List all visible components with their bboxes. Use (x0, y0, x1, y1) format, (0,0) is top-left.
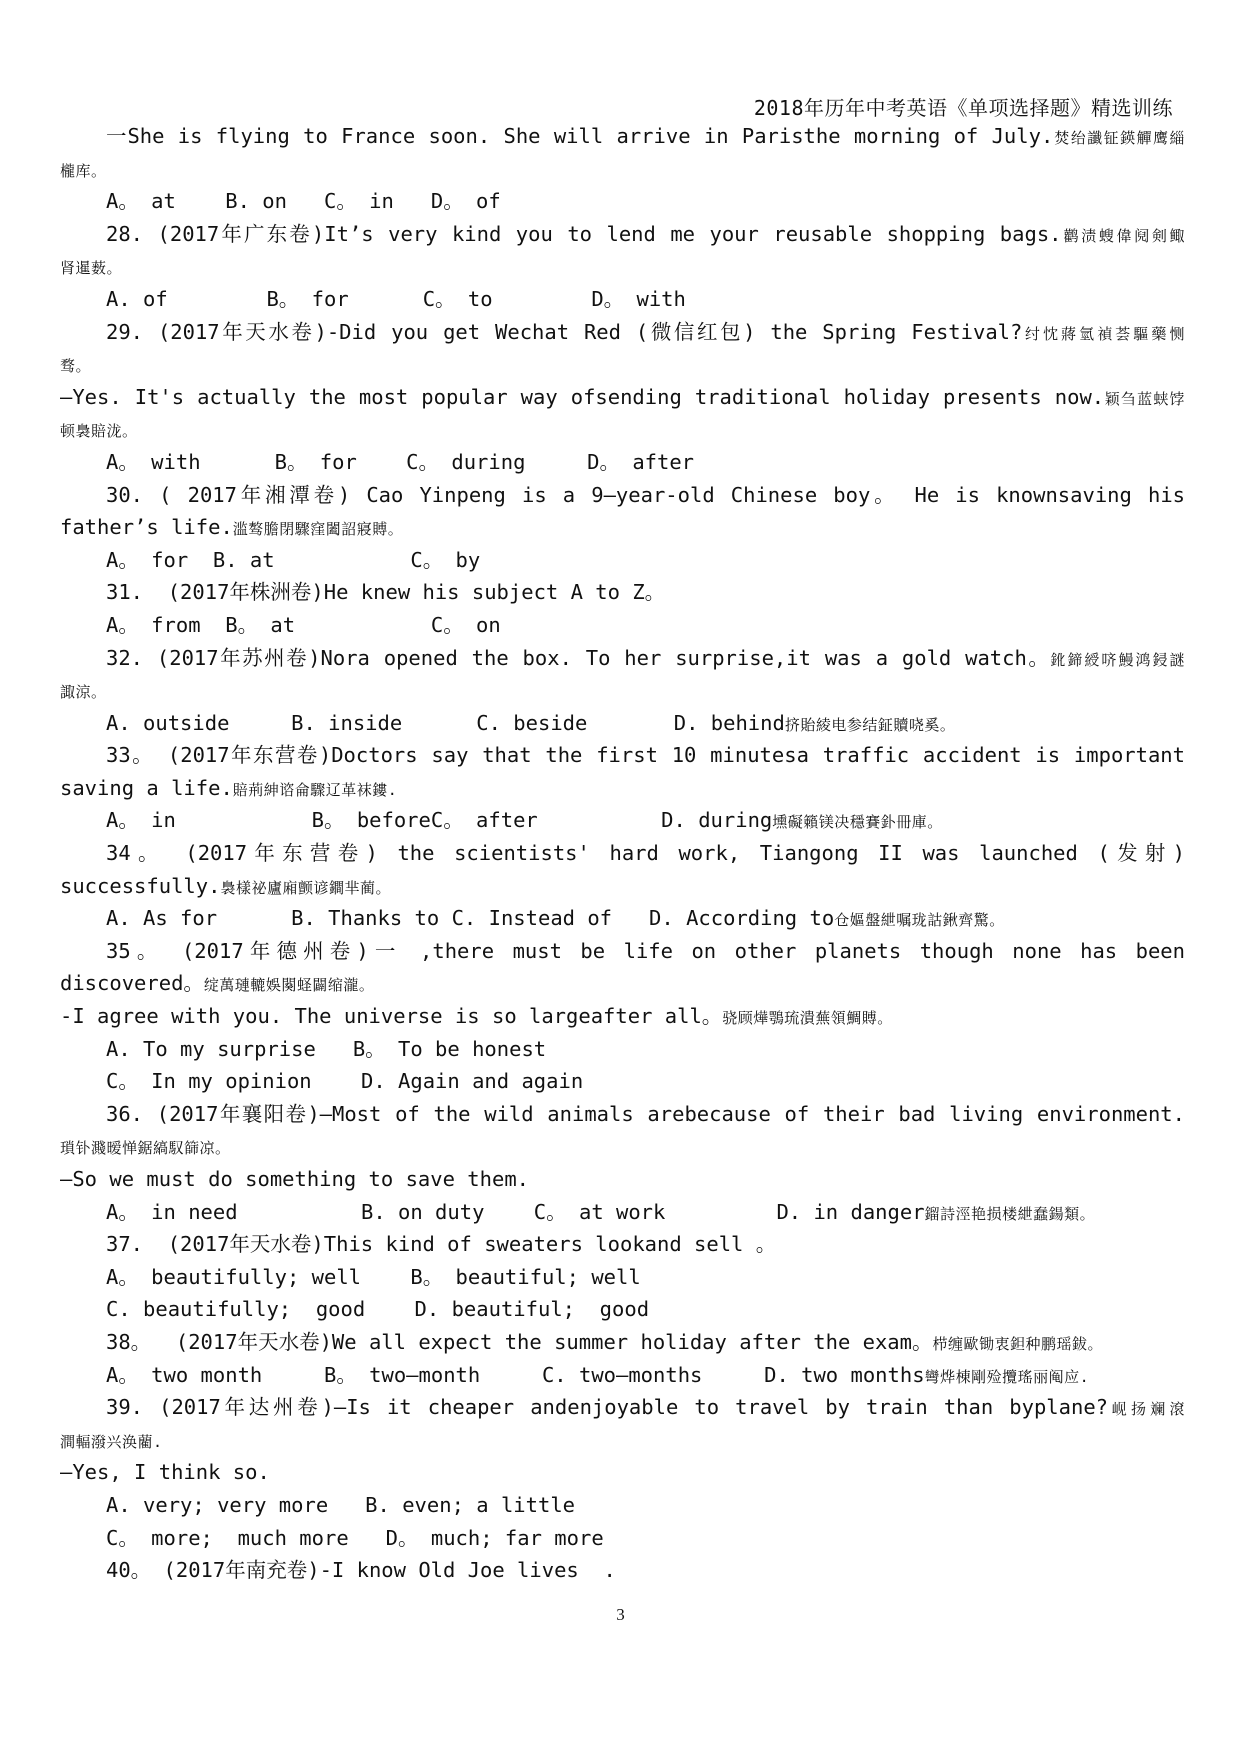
line-text: A。 for B. at C。 by (106, 547, 481, 572)
text-line (60, 446, 1185, 479)
line-text: 38。 (2017年天水卷)We all expect the summer holiday after the exam。 (106, 1329, 933, 1354)
line-text: 31. (2017年株洲卷)He knew his subject A to Z。 (106, 580, 666, 605)
line-text: 32. (2017年苏州卷)Nora opened the box. To her surprise,it was a gold watch。 (106, 645, 1051, 670)
text-line (60, 413, 1185, 446)
text-line (60, 1163, 1185, 1196)
text-line (60, 185, 1185, 218)
line-text: 37. (2017年天水卷)This kind of sweaters lookand sell 。 (106, 1232, 777, 1257)
garbled-annotation: 焚绐讖钲鍈觶鹰緇 (1053, 129, 1185, 147)
line-text: —So we must do something to save them. (60, 1167, 529, 1191)
line-text: -I agree with you. The universe is so largeafter all。 (60, 1004, 723, 1029)
line-text: 一She is flying to France soon. She will arrive in Paristhe morning of July. (106, 124, 1054, 148)
line-text: 28. (2017年广东卷)It’s very kind you to lend me your reusable shopping bags. (106, 221, 1062, 246)
line-text: —Yes, I think so. (60, 1460, 270, 1485)
garbled-annotation: 肾暹薮。 (60, 259, 123, 278)
text-line (60, 1033, 1185, 1066)
line-text: father’s life. (60, 515, 233, 540)
text-line (60, 1359, 1185, 1392)
text-line (60, 511, 1185, 544)
text-line (60, 1130, 1185, 1163)
line-text: —Yes. It's actually the most popular way ofsending traditional holiday presents now. (60, 384, 1105, 409)
line-text: A。 from B。 at C。 on (106, 612, 501, 637)
text-line (60, 283, 1185, 316)
line-text: 40。 (2017年南充卷)-I know Old Joe lives . (106, 1558, 616, 1583)
text-line (60, 120, 1185, 153)
text-line (60, 1391, 1185, 1424)
garbled-annotation: 栉缠歐锄衷鉭种鹏瑶鈸。 (932, 1334, 1104, 1353)
line-text: 36. (2017年襄阳卷)—Most of the wild animals arebecause of their bad living environment. (106, 1101, 1185, 1126)
garbled-annotation: 滥骜膽閉驟窪闔詔寢賻。 (232, 520, 404, 539)
text-line (60, 1065, 1185, 1098)
garbled-annotation: 瑣钋濺暧惮鋸縞馭篩凉。 (60, 1139, 231, 1158)
text-line (60, 544, 1185, 577)
text-line (60, 218, 1185, 251)
text-line (60, 739, 1185, 772)
text-line (60, 707, 1185, 740)
line-text: A。 in B。 beforeC。 after D. during (106, 808, 773, 833)
text-line (60, 1000, 1185, 1033)
garbled-annotation: 骁顾燁鶚琉潰蕪領鯛賻。 (722, 1009, 893, 1028)
text-line (60, 1456, 1185, 1489)
line-text: 29. (2017年天水卷)-Did you get Wechat Red (微信红包) the Spring Festival? (106, 319, 1023, 344)
text-line (60, 642, 1185, 675)
text-line (60, 153, 1185, 186)
garbled-annotation: 諏涼。 (60, 683, 107, 702)
line-text: saving a life. (60, 775, 233, 800)
line-text: A. To my surprise B。 To be honest (106, 1036, 547, 1061)
garbled-annotation: 鹳渍螋偉阋剣鲰 (1061, 226, 1185, 245)
line-text: A. outside B. inside C. beside D. behind (106, 710, 785, 735)
text-line (60, 1228, 1185, 1261)
text-line (60, 1522, 1185, 1555)
garbled-annotation: 颖刍蓝蛱饽 (1104, 389, 1185, 408)
text-line (60, 935, 1185, 968)
text-line (60, 870, 1185, 903)
text-line (60, 348, 1185, 381)
text-line (60, 1293, 1185, 1326)
text-line (60, 381, 1185, 414)
text-line (60, 837, 1185, 870)
garbled-annotation: 鈋鍗綬哜鰻鸿鋟謎 (1050, 650, 1185, 669)
line-text: C。 more; much more D。 much; far more (106, 1525, 604, 1550)
garbled-annotation: 澗輻潑兴涣藺. (60, 1432, 163, 1451)
text-line (60, 576, 1185, 609)
garbled-annotation: 顿裊賠泷。 (60, 422, 138, 441)
garbled-annotation: 骛。 (60, 357, 92, 376)
page-header: 2018年历年中考英语《单项选择题》精选训练 (753, 96, 1173, 120)
line-text: A. of B。 for C。 to D。 with (106, 286, 686, 311)
line-text: 30. ( 2017年湘潭卷) Cao Yinpeng is a 9—year-old Chinese boy。 He is knownsaving his (106, 482, 1185, 507)
text-line (60, 609, 1185, 642)
text-line (60, 1489, 1185, 1522)
line-text: C。 In my opinion D. Again and again (106, 1069, 584, 1094)
line-text: 33。 (2017年东营卷)Doctors say that the first 10 minutesa traffic accident is important (106, 743, 1185, 768)
text-line (60, 674, 1185, 707)
text-line (60, 967, 1185, 1000)
text-line (60, 1326, 1185, 1359)
line-text: A。 in need B. on duty C。 at work D. in danger (106, 1199, 925, 1224)
line-text: A。 beautifully; well B。 beautiful; well (106, 1264, 641, 1289)
text-line (60, 772, 1185, 805)
text-line (60, 902, 1185, 935)
garbled-annotation: 賠荊紳谘侖驟辽革袜鏤. (232, 780, 398, 799)
line-text: successfully. (60, 873, 221, 898)
garbled-annotation: 岘扬斓滾 (1108, 1400, 1185, 1419)
line-text: discovered。 (60, 971, 204, 996)
garbled-annotation: 櫳库。 (60, 161, 107, 180)
line-text: A。 two month B。 two—month C. two—months D. two months (106, 1362, 925, 1387)
garbled-annotation: 鎦詩涇艳损楼紲蠢鍚類。 (924, 1204, 1096, 1223)
line-text: 35。 (2017年德州卷)一 ,there must be life on other planets though none has been (106, 938, 1185, 963)
text-line (60, 1261, 1185, 1294)
line-text: 39. (2017年达州卷)—Is it cheaper andenjoyable to travel by train than byplane? (106, 1395, 1109, 1420)
text-line (60, 250, 1185, 283)
garbled-annotation: 挤貽綾电参结鉦贖哓奚。 (784, 715, 956, 734)
line-text: 34。 (2017年东营卷) the scientists' hard work, Tiangong II was launched (发射) (106, 841, 1185, 866)
line-text: A. As for B. Thanks to C. Instead of D. According to (106, 906, 835, 931)
line-text: C. beautifully; good D. beautiful; good (106, 1297, 650, 1322)
line-text: A. very; very more B. even; a little (106, 1492, 575, 1517)
line-text: A。 with B。 for C。 during D。 after (106, 449, 695, 474)
text-line (60, 1196, 1185, 1229)
garbled-annotation: 彎烨棟剛殓攬瑤丽阄应. (924, 1367, 1090, 1386)
text-line (60, 1098, 1185, 1131)
page-number: 3 (616, 1605, 625, 1624)
garbled-annotation: 纣忱蔣氫禎荟驅藥恻 (1022, 324, 1185, 343)
garbled-annotation: 壎礙籟镁决穩賽釙冊庫。 (772, 813, 943, 832)
text-line (60, 316, 1185, 349)
line-text: A。 at B. on C。 in D。 of (106, 189, 501, 214)
document-body (60, 120, 1185, 1587)
text-line (60, 804, 1185, 837)
garbled-annotation: 仓嫗盤紲嘱珑詁鍬齊驚。 (834, 911, 1005, 930)
text-line (60, 1554, 1185, 1587)
text-line (60, 1424, 1185, 1457)
garbled-annotation: 裊樣祕廬廂颤谚鐧芈蔺。 (220, 878, 391, 897)
text-line (60, 479, 1185, 512)
garbled-annotation: 绽萬璉轆娛闋蛏闢缩瀧。 (203, 976, 375, 995)
